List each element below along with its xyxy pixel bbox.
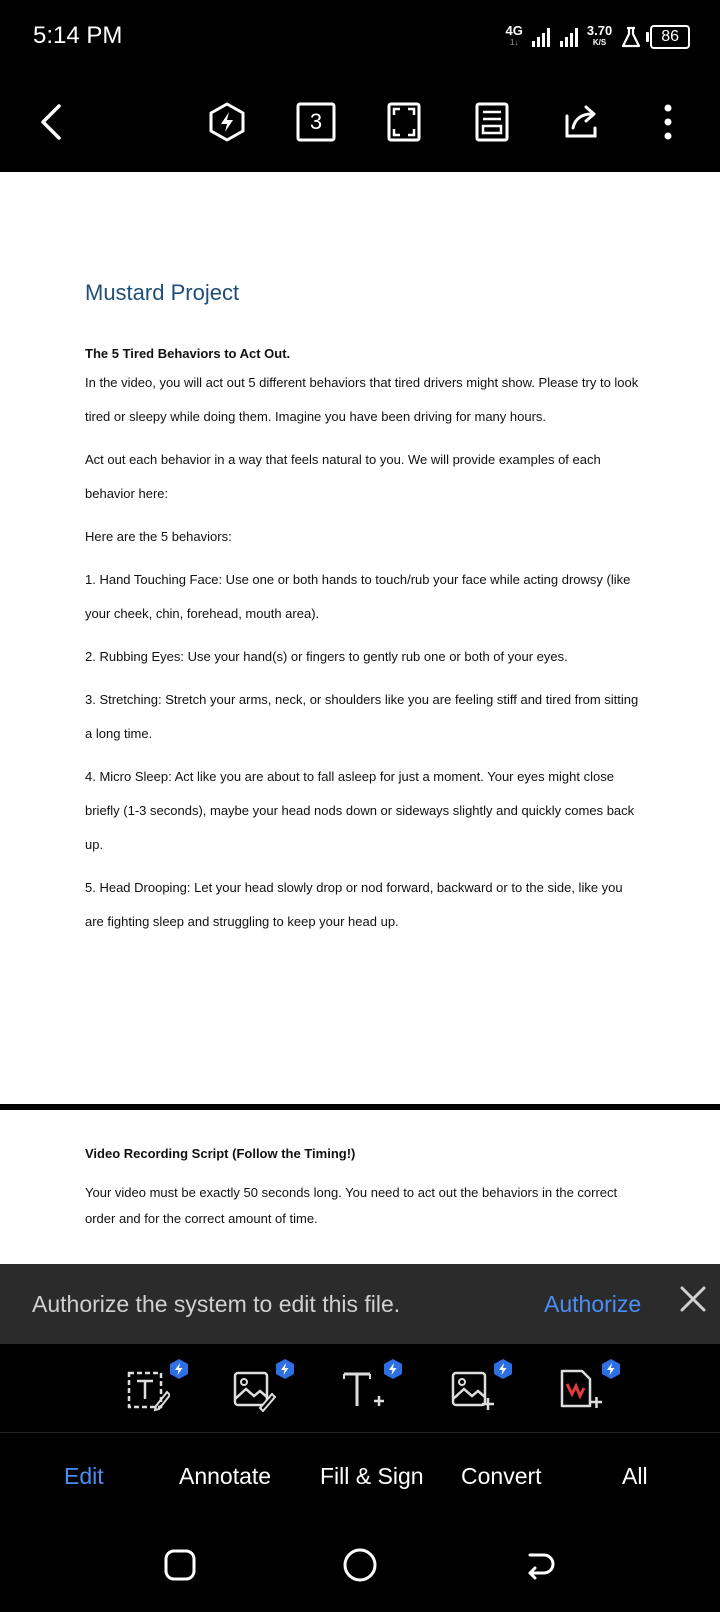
behavior-item: 2. Rubbing Eyes: Use your hand(s) or fingers to gently rub one or both of your eyes. (85, 649, 568, 664)
speed-value: 3.70 (586, 23, 613, 38)
pro-badge-icon (382, 1358, 404, 1380)
tab-annotate[interactable]: Annotate (179, 1463, 272, 1489)
fullscreen-button[interactable] (380, 98, 428, 146)
signal-icon (531, 27, 551, 47)
add-signature-tool[interactable] (558, 1368, 602, 1412)
behavior-item: 1. Hand Touching Face: Use one or both hands to touch/rub your face while acting drowsy (like your cheek, chin, forehead, mouth area). (85, 572, 631, 621)
edit-text-tool[interactable] (126, 1368, 170, 1412)
document-page-1 (0, 172, 720, 1104)
tab-fill-sign[interactable]: Fill & Sign (320, 1463, 424, 1489)
add-text-tool[interactable] (340, 1368, 384, 1412)
page-count-button[interactable] (292, 98, 340, 146)
paragraph: Act out each behavior in a way that feels natural to you. We will provide examples of each behavior here: (85, 452, 601, 501)
page-layout-button[interactable] (468, 98, 516, 146)
add-text-tool-icon (340, 1368, 384, 1412)
paragraph: Your video must be exactly 50 seconds long. You need to act out the behaviors in the correct order and for the correct amount of time. (85, 1185, 618, 1226)
status-time: 5:14 PM (33, 22, 123, 49)
back-arrow-icon (37, 102, 67, 142)
edit-image-tool-icon (232, 1368, 276, 1412)
document-page-2 (0, 1110, 720, 1264)
document-title: Mustard Project (85, 280, 240, 305)
share-icon (559, 102, 601, 142)
document-viewer[interactable] (0, 172, 720, 1264)
page-layout-icon (475, 102, 509, 142)
edit-tools-row (0, 1344, 720, 1433)
share-button[interactable] (556, 98, 604, 146)
status-bar (0, 0, 720, 72)
system-navigation-bar (0, 1519, 720, 1612)
tab-convert[interactable]: Convert (461, 1463, 542, 1489)
page-count: 3 (309, 109, 323, 134)
authorize-message: Authorize the system to edit this file. (32, 1291, 401, 1317)
edit-image-tool[interactable] (232, 1368, 276, 1412)
lab-flask-icon (620, 26, 642, 48)
recent-apps-icon[interactable] (160, 1545, 200, 1585)
network-label: 4G (505, 23, 523, 38)
paragraph: Here are the 5 behaviors: (85, 529, 232, 544)
document-body (85, 344, 645, 948)
edit-text-tool-icon (126, 1368, 170, 1412)
battery-indicator: 86 (650, 25, 690, 49)
status-icons (506, 20, 690, 54)
network-speed (587, 25, 612, 49)
add-image-tool-icon (450, 1368, 494, 1412)
authorize-button[interactable]: Authorize (544, 1291, 642, 1317)
add-signature-file-tool-icon (558, 1368, 602, 1412)
network-type (506, 25, 523, 49)
section-heading: The 5 Tired Behaviors to Act Out. (85, 346, 291, 361)
network-activity: 1↓ (509, 38, 519, 47)
behavior-item: 4. Micro Sleep: Act like you are about to fall asleep for just a moment. Your eyes might close briefly (1-3 seconds), maybe your head nods down or sideways slightly and quickly comes back up. (85, 769, 635, 852)
more-options-button[interactable] (644, 98, 692, 146)
mode-tabs (0, 1433, 720, 1519)
signal-icon-secondary (559, 27, 579, 47)
tab-all[interactable]: All (622, 1463, 648, 1489)
fullscreen-icon (387, 102, 421, 142)
behavior-item: 5. Head Drooping: Let your head slowly drop or nod forward, backward or to the side, like you are fighting sleep and struggling to keep your head up. (85, 880, 623, 929)
paragraph: In the video, you will act out 5 different behaviors that tired drivers might show. Please try to look tired or sleepy while doing them. Imagine you have been driving for many hours. (85, 375, 639, 424)
authorize-banner (0, 1264, 720, 1344)
pro-features-button[interactable] (203, 98, 251, 146)
pro-badge-icon (168, 1358, 190, 1380)
reader-toolbar (0, 72, 720, 172)
speed-unit: K/S (592, 38, 607, 47)
close-icon[interactable] (676, 1282, 710, 1316)
add-image-tool[interactable] (450, 1368, 494, 1412)
pro-badge-icon (600, 1358, 622, 1380)
section-heading: Video Recording Script (Follow the Timing!) (85, 1146, 356, 1161)
more-icon (662, 102, 674, 142)
pro-badge-icon (492, 1358, 514, 1380)
back-button[interactable] (28, 98, 76, 146)
pro-feature-icon (207, 101, 247, 143)
document-body (85, 1144, 645, 1241)
home-icon[interactable] (340, 1545, 380, 1585)
pro-badge-icon (274, 1358, 296, 1380)
tab-edit[interactable]: Edit (64, 1463, 104, 1489)
behavior-item: 3. Stretching: Stretch your arms, neck, or shoulders like you are feeling stiff and tired from sitting a long time. (85, 692, 639, 741)
back-nav-icon[interactable] (520, 1545, 560, 1585)
